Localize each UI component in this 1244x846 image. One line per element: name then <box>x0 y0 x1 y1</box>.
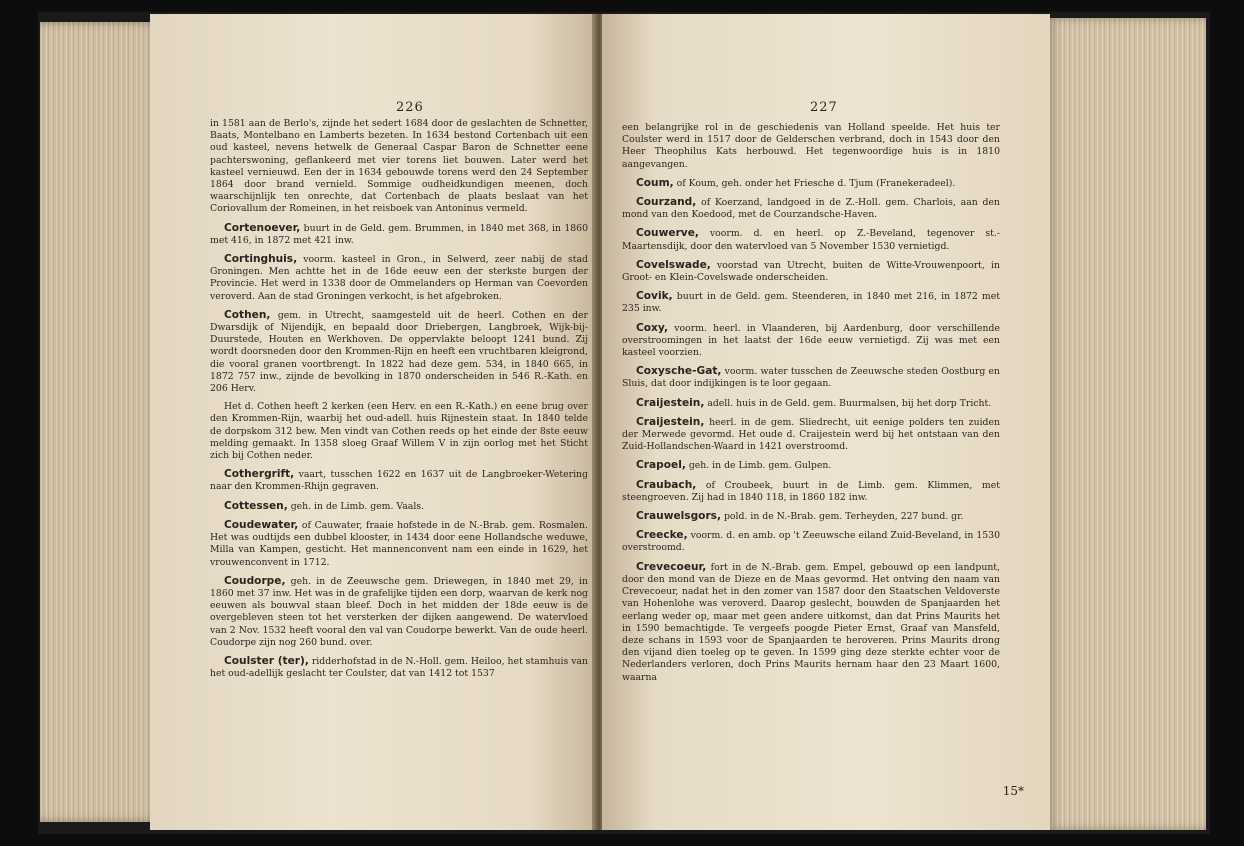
entry-headword: Coulster (ter), <box>224 654 309 667</box>
entry-headword: Coudorpe, <box>224 574 286 587</box>
left-page-edges <box>40 22 160 822</box>
entry-headword: Cortinghuis, <box>224 253 298 266</box>
entry: Coudewater, of Cauwater, fraaie hofstede in de N.-Brab. gem. Rosmalen. Het was oudtijds een dubbel klooster, in 1434 door eene Hollandsche weduwe, Milla van Kampen, gesticht. Het mannenconvent nam een einde in 1629, het vrouwenconvent in 1712. <box>210 518 588 568</box>
entry-headword: Coxysche-Gat, <box>636 365 722 378</box>
entry-headword: Creecke, <box>636 529 688 542</box>
entry-headword: Craijestein, <box>636 415 705 428</box>
entry-headword: Coxy, <box>636 321 668 334</box>
entry: Couwerve, voorm. d. en heerl. op Z.-Beveland, tegenover st.-Maartensdijk, door den watervloed van 5 November 1530 vernietigd. <box>622 227 1000 252</box>
entry-headword: Coudewater, <box>224 518 299 531</box>
entry: een belangrijke rol in de geschiedenis van Holland speelde. Het huis ter Coulster werd in 1517 door de Gelderschen verbrand, doch in 1543 door den Heer Theophilus Kats herbouwd. Het tegenwoordige huis is in 1810 aangevangen. <box>622 122 1000 170</box>
entry: Covelswade, voorstad van Utrecht, buiten de Witte-Vrouwenpoort, in Groot- en Klein-Covelswade onderscheiden. <box>622 258 1000 284</box>
entry-headword: Craubach, <box>636 478 697 491</box>
entry-headword: Crapoel, <box>636 459 686 472</box>
entry: Crevecoeur, fort in de N.-Brab. gem. Empel, gebouwd op een landpunt, door den mond van de Dieze en de Maas gevormd. Het ontving den naam van Crevecoeur, nadat het in den zomer van 1587 door den Staatschen Veldoverste van Hohenlohe was veroverd. Daarop geslecht, bouwden de Spanjaarden het eerlang weder op, maar met geen andere uitkomst, dan dat Prins Maurits het in 1590 bemachtigde. Te vergeefs poogde Pieter Ernst, Graaf van Mansfeld, deze schans in 1593 voor de Spanjaarden te heroveren. Prins Maurits drong den vijand dien toeleg op te geven. In 1599 ging deze sterkte echter voor de Nederlanders verloren, doch Prins Maurits hernam haar den 23 Maart 1600, waarna <box>622 560 1000 683</box>
entry-headword: Couwerve, <box>636 227 699 240</box>
entry: Coum, of Koum, geh. onder het Friesche d. Tjum (Franekeradeel). <box>636 176 956 189</box>
entry: Cortinghuis, voorm. kasteel in Gron., in Selwerd, zeer nabij de stad Groningen. Men achtte het in de 16de eeuw een der sterkste burgen der Provincie. Het werd in 1338 door de Ommelanders op Herman van Coevorden veroverd. Aan de stad Groningen verkocht, is het afgebroken. <box>210 253 588 302</box>
entry-headword: Covik, <box>636 290 673 303</box>
entry-headword: Crauwelsgors, <box>636 510 722 523</box>
entry: Coxy, voorm. heerl. in Vlaanderen, bij Aardenburg, door verschillende overstroomingen in het laatst der 16de eeuw vernietigd. Zij was met een kasteel voorzien. <box>622 321 1000 359</box>
left-page <box>150 14 596 830</box>
entry-headword: Cortenoever, <box>224 221 301 234</box>
right-page-edges <box>1046 18 1206 830</box>
entry: Het d. Cothen heeft 2 kerken (een Herv. en een R.-Kath.) en eene brug over den Krommen-Rijn, waarbij het oud-adell. huis Rijnestein staat. In 1840 telde de dorpskom 312 bew. Men vindt van Cothen reeds op het einde der 8ste eeuw melding gemaakt. In 1358 sloeg Graaf Willem V in zijn oorlog met het Sticht zich bij Cothen neder. <box>210 401 588 462</box>
entry: Coulster (ter), ridderhofstad in de N.-Holl. gem. Heiloo, het stamhuis van het oud-adellijk geslacht ter Coulster, dat van 1412 tot 1537 <box>210 654 589 680</box>
entry: Cothen, gem. in Utrecht, saamgesteld uit de heerl. Cothen en der Dwarsdijk of Nijendijk, en bepaald door Driebergen, Langbroek, Wijk-bij-Duurstede, Houten en Werkhoven. De oppervlakte beloopt 1241 bund. Zij wordt doorsneden door den Krommen-Rijn en heeft een vruchtbaren kleigrond, die vooral granen voortbrengt. In 1822 had deze gem. 534, in 1840 665, in 1872 757 inw., zijnde de bevolking in 1870 onderscheiden in 546 R.-Kath. en 206 Herv. <box>210 308 588 395</box>
entry: in 1581 aan de Berlo's, zijnde het sedert 1684 door de geslachten de Schnetter, Baats, Montelbano en Lamberts bezeten. In 1634 bestond Cortenbach uit een oud kasteel, nevens hetwelk de Generaal Caspar Baron de Schnetter eene pachterswoning, geflankeerd met vier torens liet bouwen. Later werd het kasteel vernieuwd. Een der in 1634 gebouwde torens werd den 24 September 1864 door brand vernield. Sommige oudheidkundigen meenen, doch waarschijnlijk ten onrechte, dat Cortenbach de plaats beslaat van het Coriovallum der Romeinen, in het reisboek van Antoninus vermeld. <box>210 118 588 215</box>
entry-headword: Cothen, <box>224 308 271 321</box>
entry: Craubach, of Croubeek, buurt in de Limb. gem. Klimmen, met steengroeven. Zij had in 1840 118, in 1860 182 inw. <box>622 478 1000 503</box>
entry: Craijestein, adell. huis in de Geld. gem. Buurmalsen, bij het dorp Tricht. <box>636 396 992 409</box>
entry-headword: Courzand, <box>636 196 697 209</box>
page-number: 227 <box>810 100 838 115</box>
entry: Creecke, voorm. d. en amb. op 't Zeeuwsche eiland Zuid-Beveland, in 1530 overstroomd. <box>622 529 1000 554</box>
entry: Cortenoever, buurt in de Geld. gem. Brummen, in 1840 met 368, in 1860 met 416, in 1872 met 421 inw. <box>210 221 588 246</box>
entry: Cottessen, geh. in de Limb. gem. Vaals. <box>224 499 425 512</box>
entry: Craijestein, heerl. in de gem. Sliedrecht, uit eenige polders ten zuiden der Merwede gevormd. Het oude d. Craijestein werd bij het ontstaan van den Zuid-Hollandschen-Waard in 1421 overstroomd. <box>622 415 1000 453</box>
right-page <box>602 14 1050 830</box>
entry: Courzand, of Koerzand, landgoed in de Z.-Holl. gem. Charlois, aan den mond van den Koedood, met de Courzandsche-Haven. <box>622 196 1000 221</box>
entry: Cothergrift, vaart, tusschen 1622 en 1637 uit de Langbroeker-Wetering naar den Krommen-Rhijn gegraven. <box>210 468 588 493</box>
entry: Coxysche-Gat, voorm. water tusschen de Zeeuwsche steden Oostburg en Sluis, dat door indijkingen is te loor gegaan. <box>622 365 1000 390</box>
page-text <box>210 118 588 686</box>
page-number: 226 <box>396 100 424 115</box>
entry-headword: Crevecoeur, <box>636 560 707 573</box>
entry-headword: Cottessen, <box>224 499 288 512</box>
entry: Crapoel, geh. in de Limb. gem. Gulpen. <box>636 459 832 472</box>
signature-mark: 15* <box>1002 784 1024 798</box>
page-text <box>622 122 1000 690</box>
entry: Crauwelsgors, pold. in de N.-Brab. gem. Terheyden, 227 bund. gr. <box>636 510 964 523</box>
entry-headword: Covelswade, <box>636 258 711 271</box>
entry: Coudorpe, geh. in de Zeeuwsche gem. Driewegen, in 1840 met 29, in 1860 met 37 inw. Het was in de grafelijke tijden een dorp, waarvan de kerk nog eeuwen als bouwval staan bleef. Doch in het midden der 18de eeuw is de overgebleven steen tot het versterken der dijken aangewend. De watervloed van 2 Nov. 1532 heeft vooral den val van Coudorpe bewerkt. Van de oude heerl. Coudorpe zijn nog 260 bund. over. <box>210 574 588 648</box>
entry-headword: Craijestein, <box>636 396 705 409</box>
entry-headword: Coum, <box>636 176 674 189</box>
entry-headword: Cothergrift, <box>224 468 295 481</box>
entry: Covik, buurt in de Geld. gem. Steenderen, in 1840 met 216, in 1872 met 235 inw. <box>622 290 1000 315</box>
